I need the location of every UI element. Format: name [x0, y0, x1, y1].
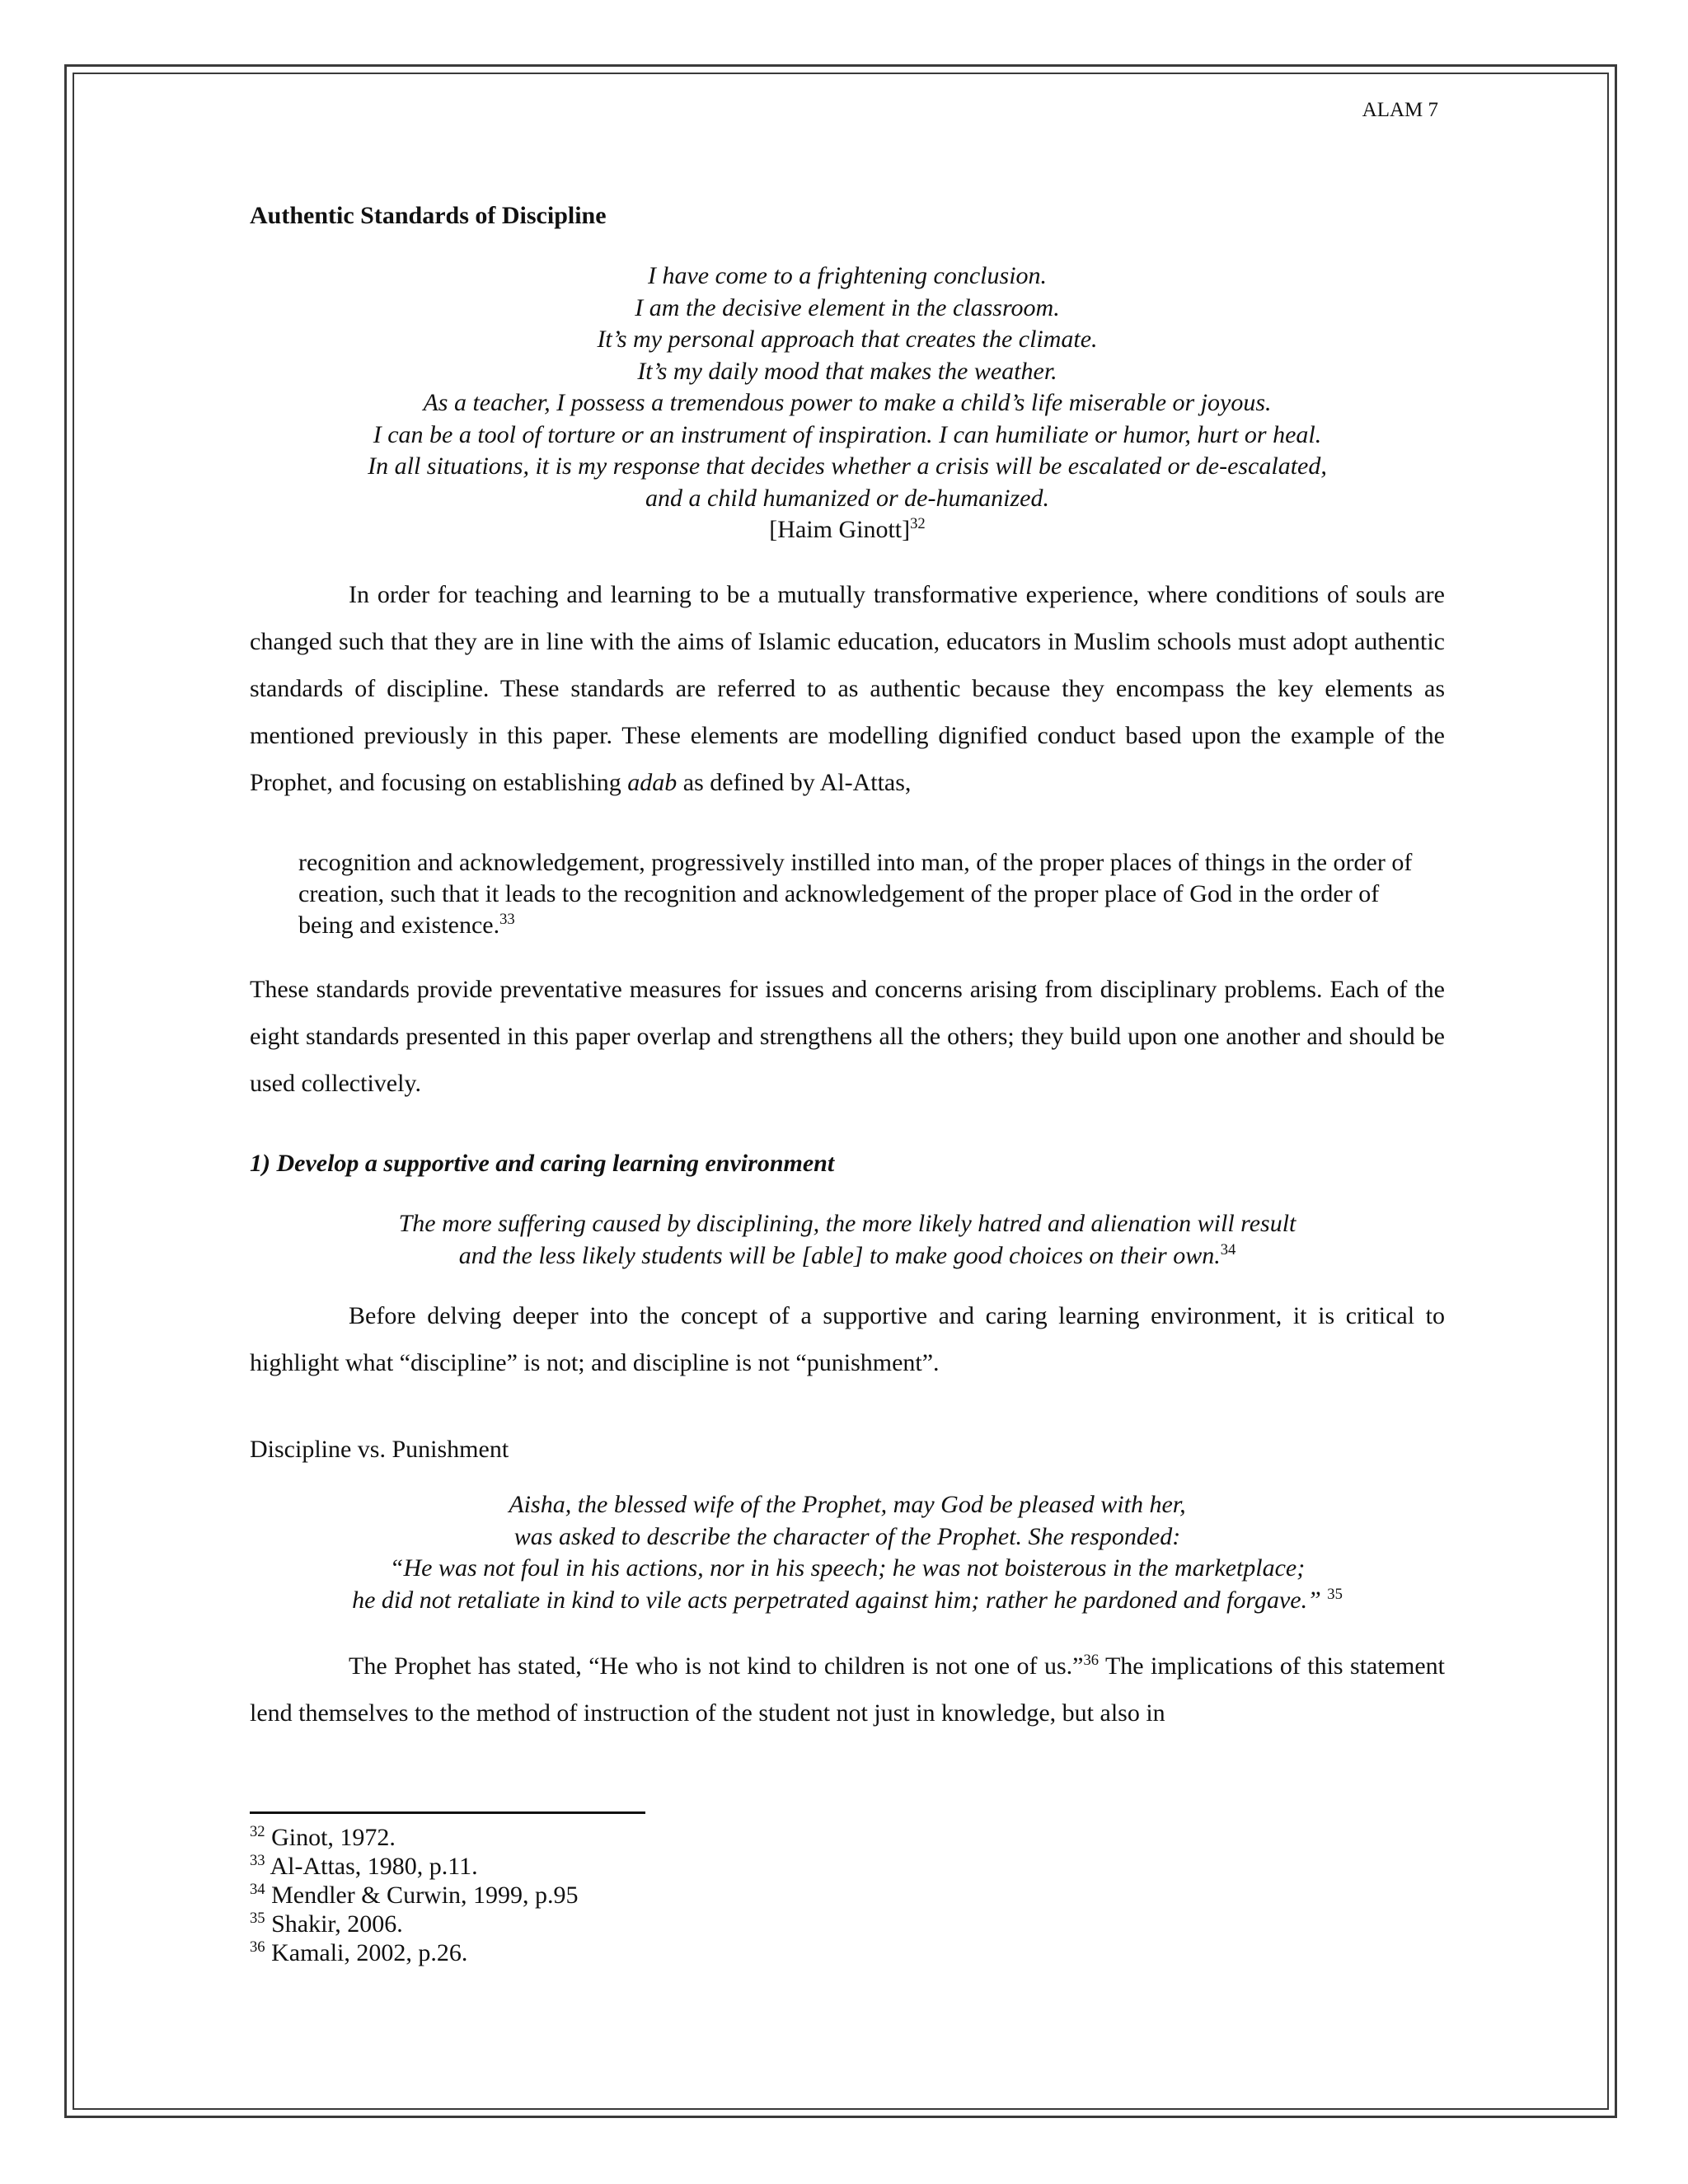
- epigraph-line: Aisha, the blessed wife of the Prophet, may God be pleased with her,: [509, 1491, 1186, 1518]
- epigraph-line: I can be a tool of torture or an instrument of inspiration. I can humiliate or humor, hurt or heal.: [373, 420, 1322, 448]
- running-head: ALAM 7: [1362, 99, 1438, 121]
- epigraph-ginott: [250, 260, 1445, 546]
- footnote-ref: 34: [1220, 1240, 1236, 1258]
- footnote-ref: 32: [910, 515, 926, 532]
- epigraph-line: and the less likely students will be [able] to make good choices on their own.$^{34}$: [458, 1240, 1236, 1269]
- epigraph-line: As a teacher, I possess a tremendous power to make a child’s life miserable or joyous.: [423, 389, 1272, 416]
- epigraph-line: The more suffering caused by disciplining, the more likely hatred and alienation will result: [398, 1210, 1296, 1237]
- epigraph-aisha: [250, 1489, 1445, 1616]
- epigraph-mendler: [250, 1208, 1445, 1272]
- epigraph-line: It’s my personal approach that creates the climate.: [597, 326, 1098, 353]
- subheading-discipline-vs-punishment: Discipline vs. Punishment: [250, 1436, 509, 1463]
- term-adab: adab: [627, 769, 678, 796]
- epigraph-line: It’s my daily mood that makes the weather.: [637, 357, 1057, 385]
- body-paragraph-1: In order for teaching and learning to be a mutually transformative experience, where conditions of souls are changed such that they are in line with the aims of Islamic education, educators in Muslim schools must adopt authentic standards of discipline. These standards are referred to as authentic because they encompass the key elements as mentioned previously in this paper. These elements are modelling dignified conduct based upon the example of the Prophet, and focusing on establishing adab as defined by Al-Attas,: [250, 581, 1445, 796]
- section-heading: Authentic Standards of Discipline: [250, 202, 607, 229]
- epigraph-line: he did not retaliate in kind to vile acts perpetrated against him; rather he pardoned and forgave.” $^{35}$: [352, 1585, 1343, 1614]
- footnote: $^{34}$ Mendler & Curwin, 1999, p.95: [250, 1881, 579, 1909]
- epigraph-line: I am the decisive element in the classroom.: [635, 293, 1060, 321]
- footnote-ref: 36: [1083, 1652, 1100, 1669]
- footnote: $^{36}$ Kamali, 2002, p.26.: [250, 1938, 468, 1966]
- epigraph-line: I have come to a frightening conclusion.: [647, 262, 1048, 289]
- footnote: $^{33}$ Al-Attas, 1980, p.11.: [250, 1852, 478, 1880]
- block-quote-al-attas: recognition and acknowledgement, progressively instilled into man, of the proper places of things in the order of creation, such that it leads to the recognition and acknowledgement of the proper place of God in the order of being and existence.$^{33}$: [298, 849, 1413, 939]
- epigraph-attribution: [Haim Ginott]$^{32}$: [769, 515, 926, 543]
- epigraph-line: In all situations, it is my response that decides whether a crisis will be escalated or de-escalated,: [368, 452, 1327, 480]
- body-paragraph-2: These standards provide preventative measures for issues and concerns arising from disciplinary problems. Each of the eight standards presented in this paper overlap and strengthens all the others; they build upon one another and should be used collectively.: [250, 976, 1445, 1097]
- footnote-ref: 35: [1327, 1585, 1343, 1603]
- epigraph-line: was asked to describe the character of the Prophet. She responded:: [513, 1522, 1181, 1550]
- footnote-separator: [250, 1811, 645, 1814]
- footnote-ref: 33: [499, 911, 515, 928]
- body-paragraph-4: The Prophet has stated, “He who is not kind to children is not one of us.”$^{36}$ The implications of this statement lend themselves to the method of instruction of the student not just in knowledge, but also in: [250, 1652, 1445, 1727]
- body-paragraph-3: Before delving deeper into the concept of a supportive and caring learning environment, it is critical to highlight what “discipline” is not; and discipline is not “punishment”.: [250, 1302, 1445, 1376]
- epigraph-line: and a child humanized or de-humanized.: [645, 484, 1049, 512]
- footnote: $^{32}$ Ginot, 1972.: [250, 1823, 396, 1851]
- footnotes: [250, 1823, 579, 1967]
- epigraph-line: “He was not foul in his actions, nor in his speech; he was not boisterous in the marketplace;: [389, 1554, 1306, 1582]
- standard-heading-1: 1) Develop a supportive and caring learning environment: [250, 1150, 835, 1177]
- footnote: $^{35}$ Shakir, 2006.: [250, 1910, 403, 1938]
